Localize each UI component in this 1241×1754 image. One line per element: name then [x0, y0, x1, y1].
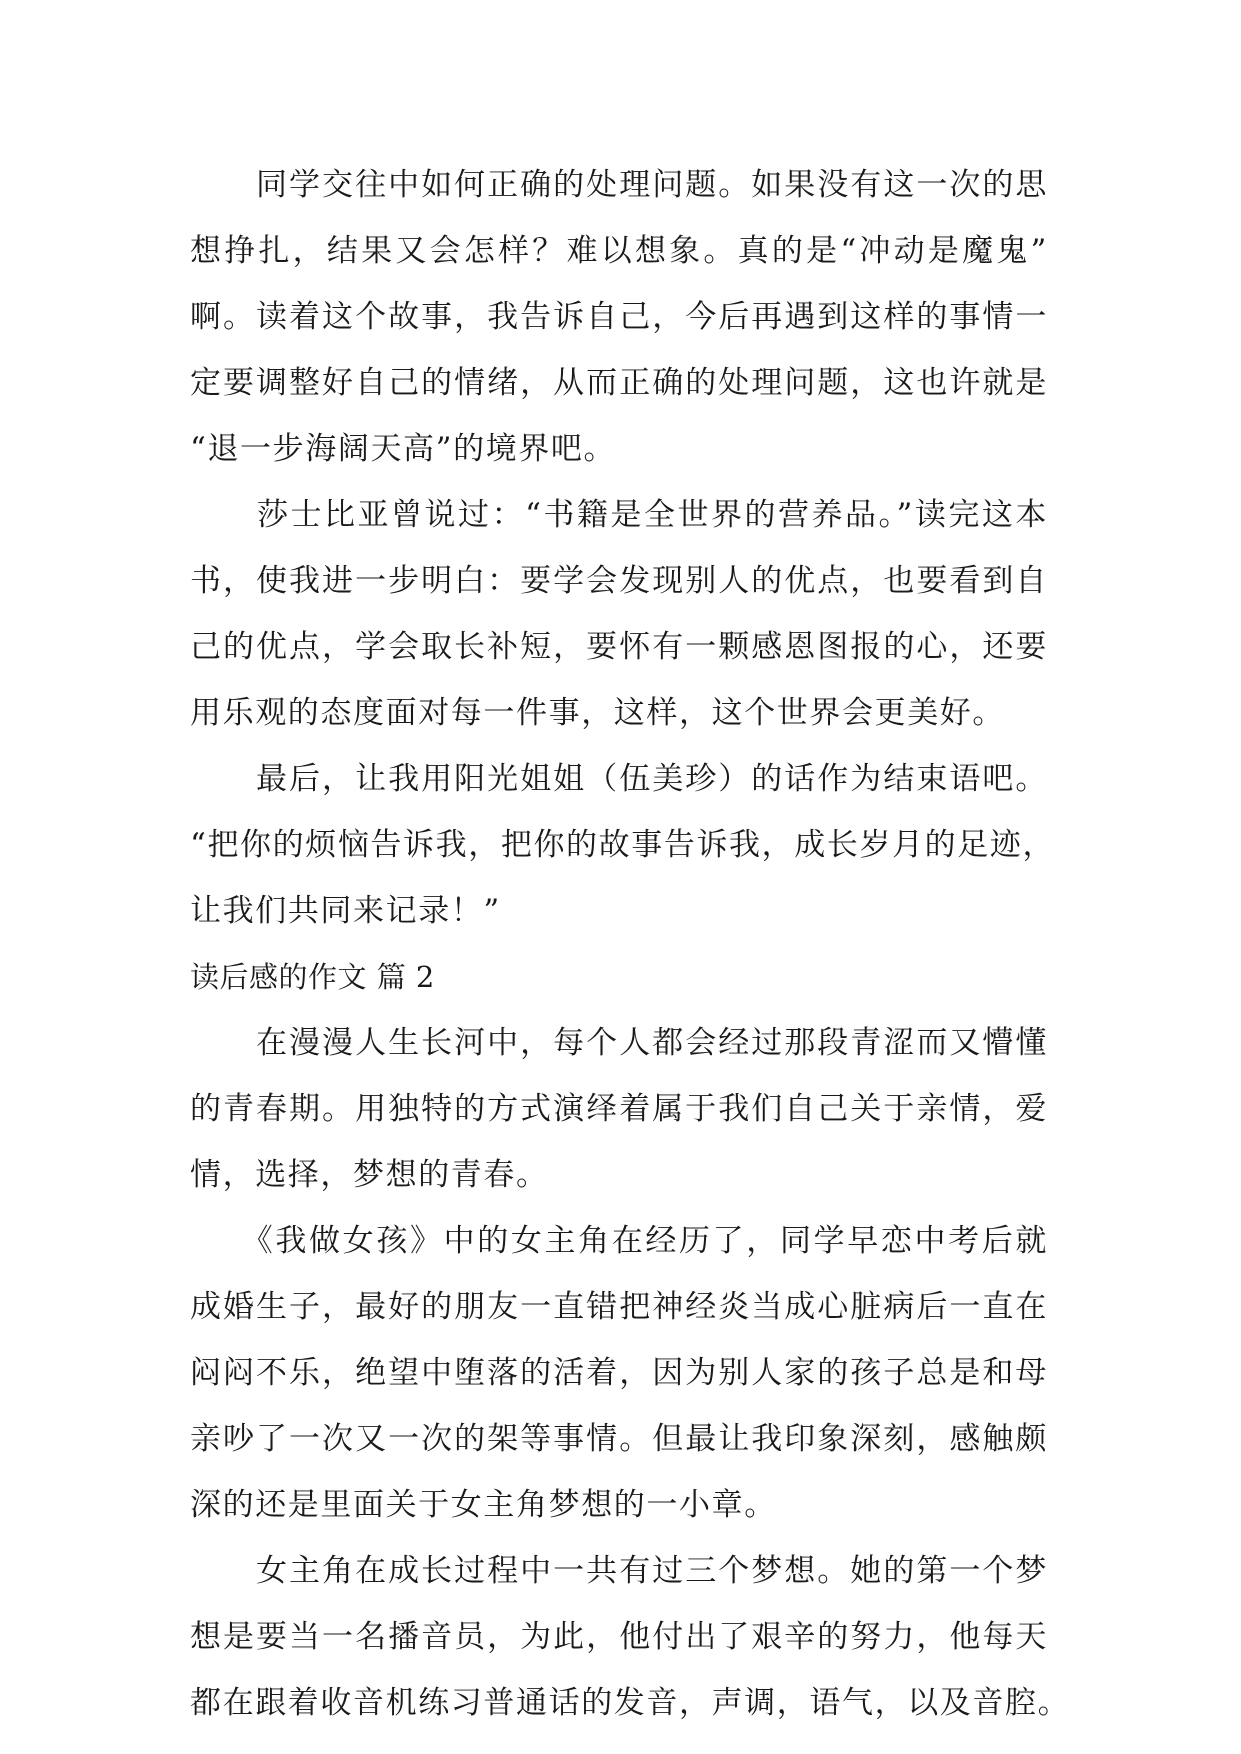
body-text-line: 亲吵了一次又一次的架等事情。但最让我印象深刻，感触颇 — [190, 1421, 1048, 1457]
body-text-line: 的青春期。用独特的方式演绎着属于我们自己关于亲情，爱 — [190, 1091, 1048, 1127]
body-text-line: 都在跟着收音机练习普通话的发音，声调，语气，以及音腔。 — [190, 1685, 1071, 1721]
body-text-line: 在漫漫人生长河中，每个人都会经过那段青涩而又懵懂 — [190, 1025, 1048, 1061]
body-text-line: 成婚生子，最好的朋友一直错把神经炎当成心脏病后一直在 — [190, 1289, 1048, 1325]
body-text-line: 己的优点，学会取长补短，要怀有一颗感恩图报的心，还要 — [190, 629, 1048, 665]
body-text-line: 想挣扎，结果又会怎样？难以想象。真的是“冲动是魔鬼” — [190, 233, 1048, 269]
body-text-line: 同学交往中如何正确的处理问题。如果没有这一次的思 — [190, 167, 1048, 203]
body-text-line: 想是要当一名播音员，为此，他付出了艰辛的努力，他每天 — [190, 1619, 1048, 1655]
body-text-line: 《我做女孩》中的女主角在经历了，同学早恋中考后就 — [190, 1223, 1048, 1259]
body-text-line: 让我们共同来记录！” — [190, 893, 501, 929]
body-text-line: 最后，让我用阳光姐姐（伍美珍）的话作为结束语吧。 — [190, 761, 1048, 797]
body-text-line: 定要调整好自己的情绪，从而正确的处理问题，这也许就是 — [190, 365, 1048, 401]
section-heading: 读后感的作文 篇 2 — [190, 960, 435, 994]
body-text-line: 女主角在成长过程中一共有过三个梦想。她的第一个梦 — [190, 1553, 1048, 1589]
body-text-line: “把你的烦恼告诉我，把你的故事告诉我，成长岁月的足迹， — [190, 827, 1056, 863]
body-text-line: 莎士比亚曾说过：“书籍是全世界的营养品。”读完这本 — [190, 497, 1048, 533]
body-text-line: 啊。读着这个故事，我告诉自己，今后再遇到这样的事情一 — [190, 299, 1048, 335]
body-text-line: 用乐观的态度面对每一件事，这样，这个世界会更美好。 — [190, 695, 1005, 731]
body-text-line: “退一步海阔天高”的境界吧。 — [190, 431, 617, 467]
body-text-line: 书，使我进一步明白：要学会发现别人的优点，也要看到自 — [190, 563, 1048, 599]
body-text-line: 情，选择，梦想的青春。 — [190, 1157, 549, 1193]
body-text-line: 闷闷不乐，绝望中堕落的活着，因为别人家的孩子总是和母 — [190, 1355, 1048, 1391]
body-text-line: 深的还是里面关于女主角梦想的一小章。 — [190, 1487, 777, 1523]
